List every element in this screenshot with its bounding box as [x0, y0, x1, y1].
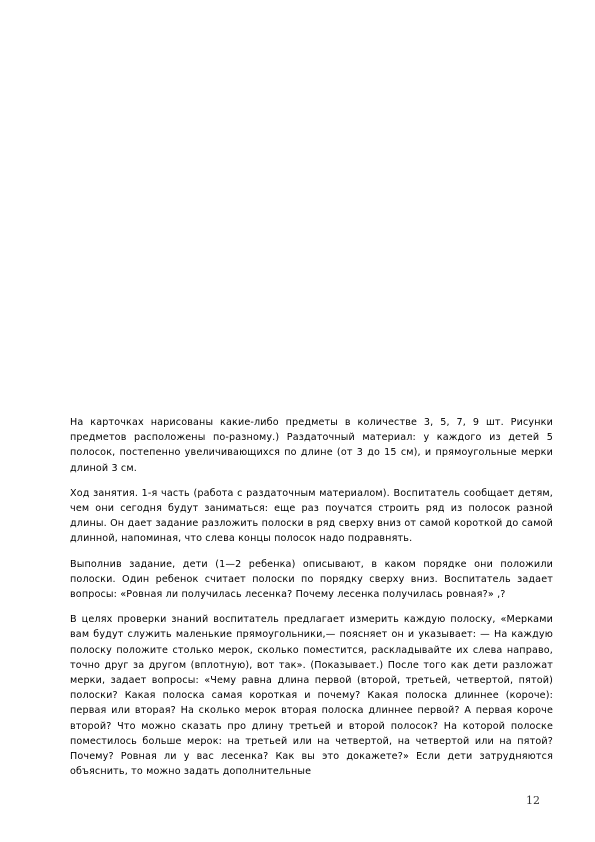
- page-number: 12: [526, 794, 540, 807]
- paragraph-materials: На карточках нарисованы какие-либо предметы в количестве 3, 5, 7, 9 шт. Рисунки предметов расположены по-разному.) Раздаточный материал: у каждого из детей 5 полосок, постепенно увеличивающихся по длине (от 3 до 15 см), и прямоугольные мерки длиной 3 см.: [70, 417, 553, 474]
- paragraph-knowledge-check: В целях проверки знаний воспитатель предлагает измерить каждую полоску, «Мерками вам будут служить маленькие прямоугольники,— поясняет он и указывает: — На каждую полоску положите столько мерок, сколько поместится, раскладывайте их слева направо, точно друг за другом (вплотную), вот так». (Показывает.) После того как дети разложат мерки, задает вопросы: «Чему равна длина первой (второй, третьей, четвертой, пятой) полоски? Какая полоска самая короткая и почему? Какая полоска длиннее (короче): первая или вторая? На сколько мерок вторая полоска длиннее первой? А первая короче второй? Что можно сказать про длину третьей и второй полосок? На которой полоске поместилось больше мерок: на третьей или на четвертой, на четвертой или на пятой? Почему? Ровная ли у вас лесенка? Как вы это докажете?» Если дети затрудняются объяснить, то можно задать дополнительные: [70, 614, 553, 778]
- body-text: [70, 415, 553, 789]
- paragraph-task-description: Выполнив задание, дети (1—2 ребенка) описывают, в каком порядке они положили полоски. Один ребенок считает полоски по порядку сверху вниз. Воспитатель задает вопросы: «Ровная ли получилась лесенка? Почему лесенка получилась ровная?» ,?: [70, 558, 553, 601]
- paragraph-lesson-progress: Ход занятия. 1-я часть (работа с раздаточным материалом). Воспитатель сообщает детям, чем они сегодня будут заниматься: еще раз поучатся строить ряд из полосок разной длины. Он дает задание разложить полоски в ряд сверху вниз от самой короткой до самой длинной, напоминая, что слева концы полосок надо подравнять.: [70, 487, 553, 545]
